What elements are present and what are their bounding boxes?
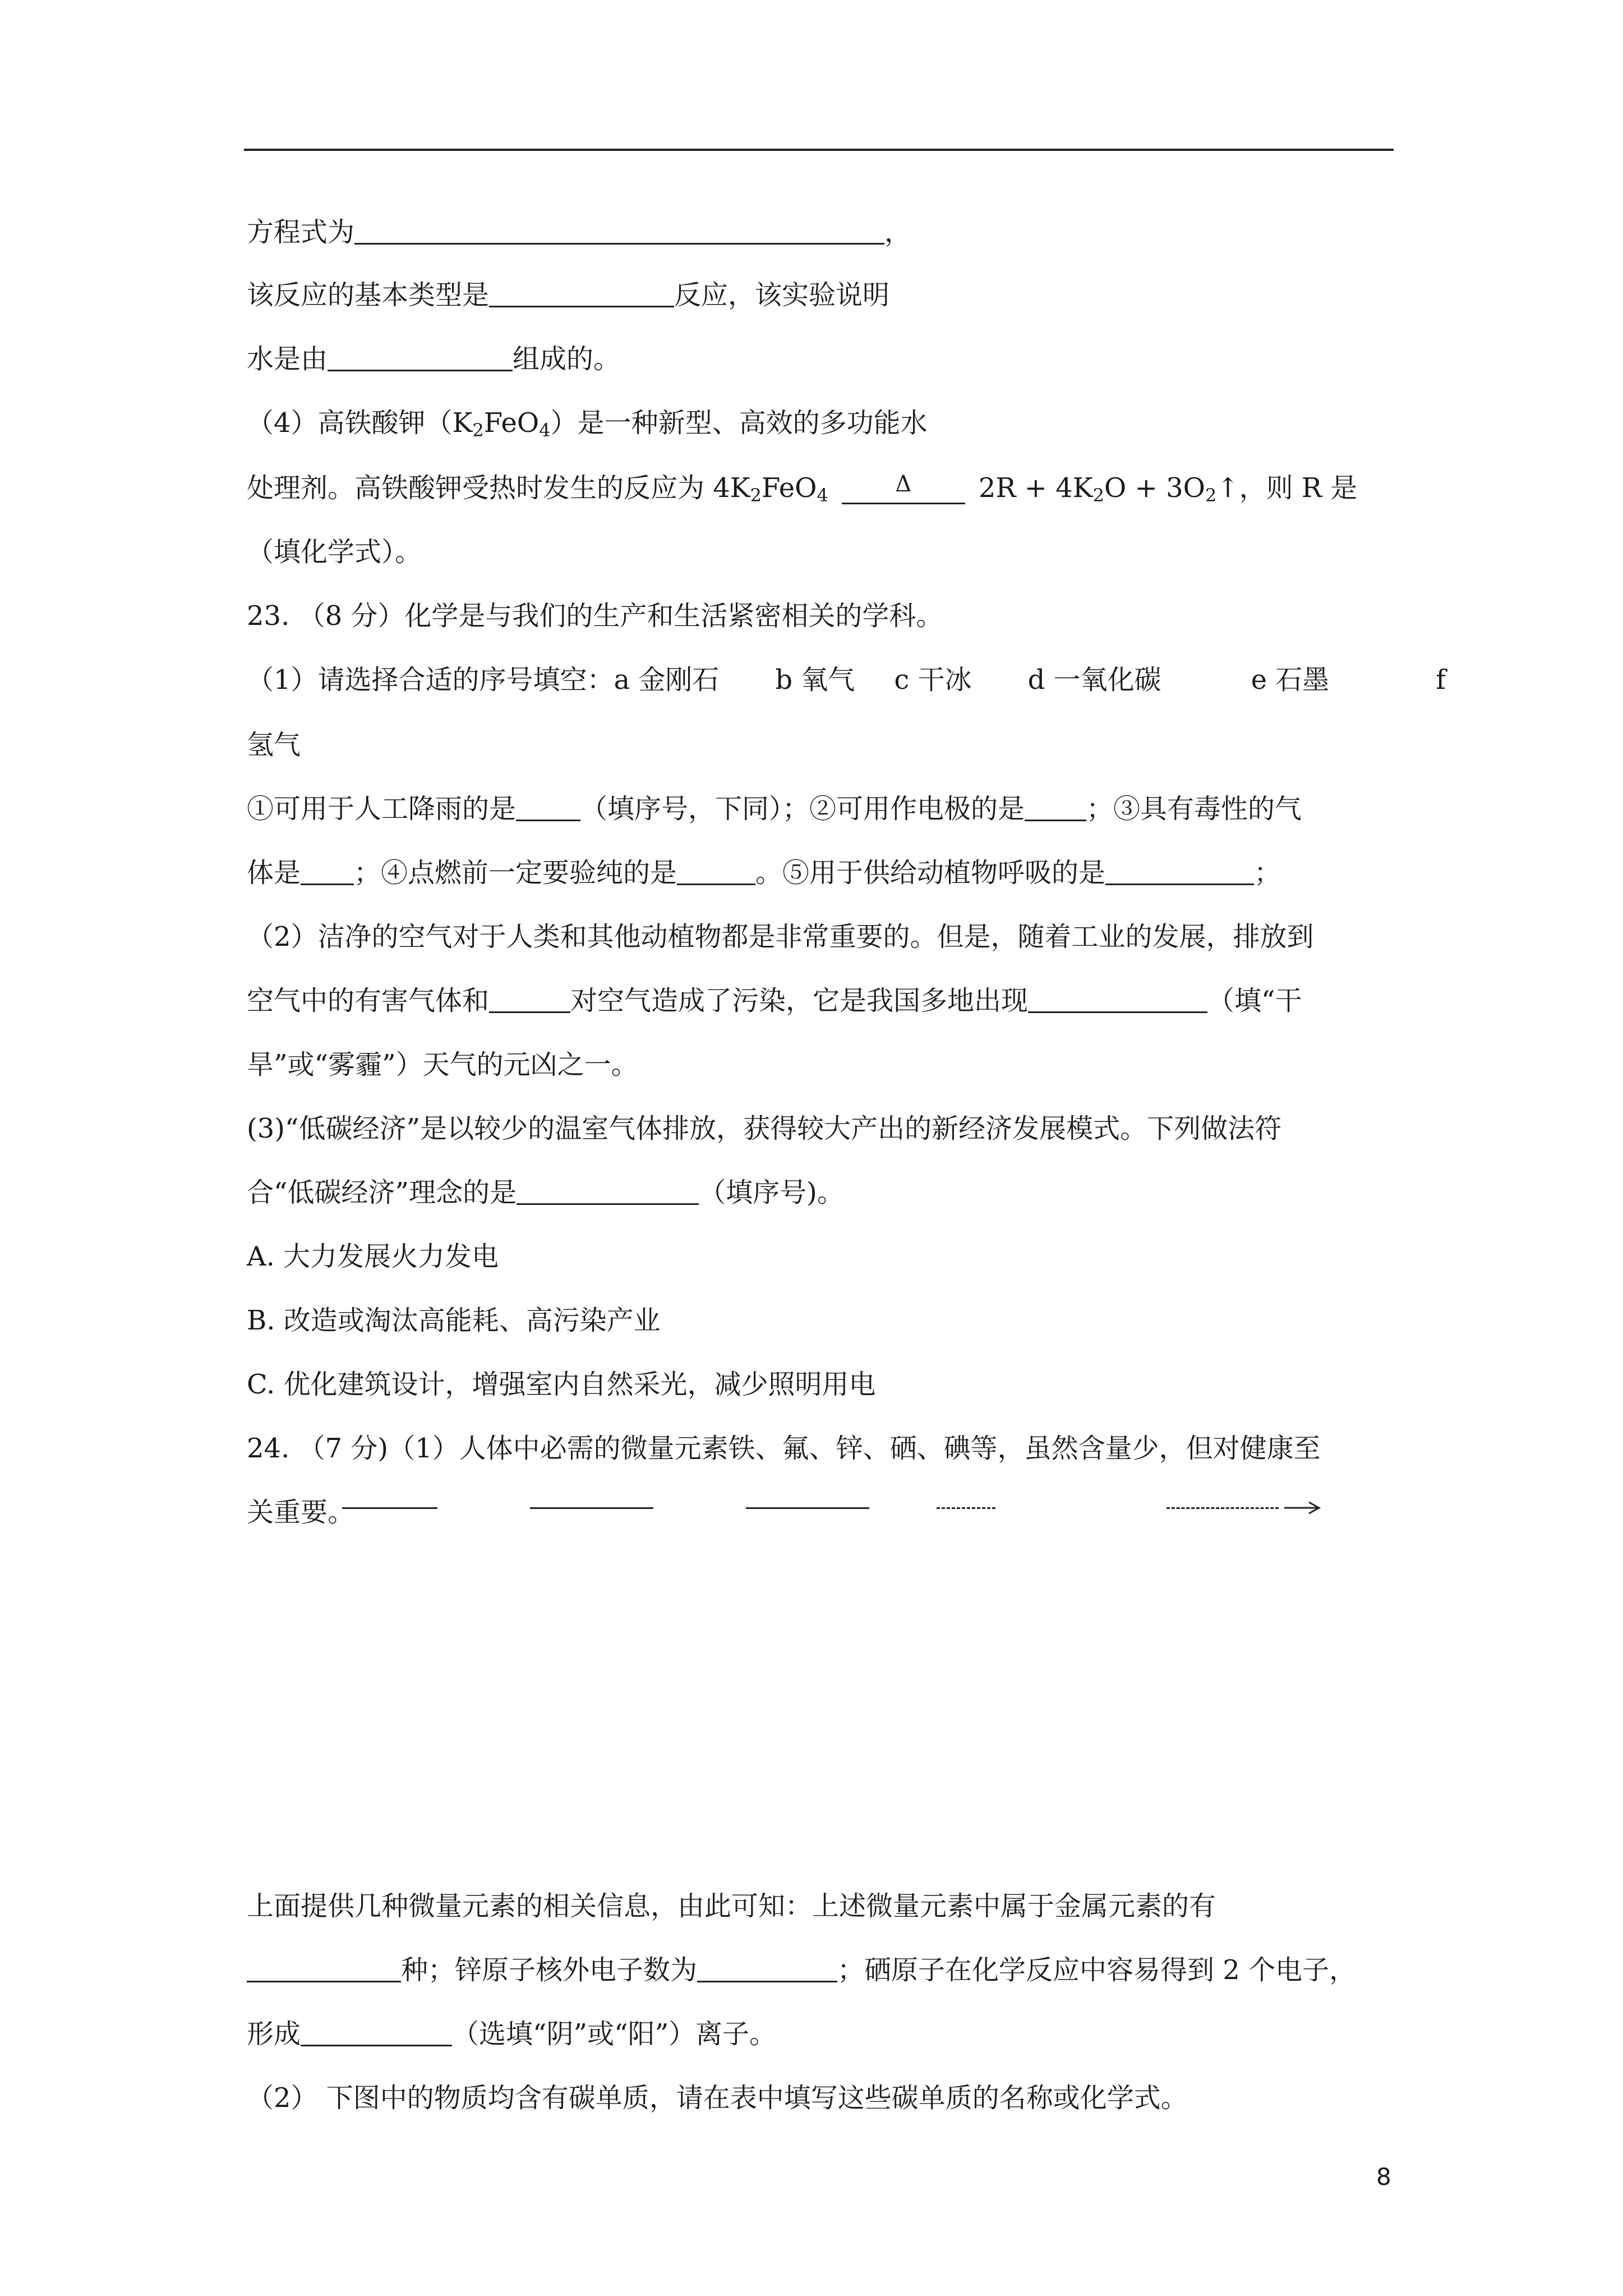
equation-line: 方程式为 ， xyxy=(247,217,912,248)
answer-blank[interactable] xyxy=(328,344,513,371)
figure-line-fragment xyxy=(530,1507,653,1509)
arrow-icon xyxy=(1284,1500,1324,1516)
page-number: 8 xyxy=(1376,2163,1391,2191)
air-pollution-line-2: 空气中的有害气体和 对空气造成了污染，它是我国多地出现 （填“干 xyxy=(247,985,1302,1016)
reaction-type-line: 该反应的基本类型是 反应，该实验说明 xyxy=(247,279,890,311)
reaction-equation-line: 处理剂。高铁酸钾受热时发生的反应为 $4K_2FeO_4$ $^\Delta$ $2R + 4K_2O$ + $3O_2↑$，则 R 是 xyxy=(247,470,1357,508)
subquestions-line-1: ①可用于人工降雨的是 （填序号，下同）；②可用作电极的是 ；③具有毒性的气 xyxy=(247,793,1302,825)
carbon-substances-line: （2） 下图中的物质均含有碳单质，请在表中填写这些碳单质的名称或化学式。 xyxy=(247,2082,1188,2114)
elements-info-line: 上面提供几种微量元素的相关信息，由此可知：上述微量元素中属于金属元素的有 xyxy=(247,1890,1216,1922)
heating-condition-arrow: Δ xyxy=(842,470,965,508)
answer-blank[interactable] xyxy=(516,794,580,821)
ion-type-line: 形成 （选填“阴”或“阳”）离子。 xyxy=(247,2018,777,2050)
choice-a: A. 大力发展火力发电 xyxy=(247,1241,499,1272)
answer-blank[interactable] xyxy=(677,858,755,885)
question-4-line: （4）高铁酸钾$(K_2FeO_4)$是一种新型、高效的多功能水 xyxy=(247,407,928,441)
water-composition-line: 水是由 组成的。 xyxy=(247,343,621,375)
electron-count-line: 种；锌原子核外电子数为 ；硒原子在化学反应中容易得到 2 个电子， xyxy=(247,1952,1356,1988)
option-f-line: 氢气 xyxy=(247,729,301,761)
question-24-heading: 24. （7 分)（1）人体中必需的微量元素铁、氟、锌、硒、碘等，虽然含量少，但对健康至 xyxy=(247,1433,1321,1464)
answer-blank[interactable] xyxy=(517,1177,699,1205)
question-23-heading: 23. （8 分）化学是与我们的生产和生活紧密相关的学科。 xyxy=(247,600,943,632)
answer-blank[interactable] xyxy=(489,280,674,307)
importance-line: 关重要。 xyxy=(247,1497,355,1528)
air-pollution-line-3: 旱”或“雾霾”）天气的元凶之一。 xyxy=(247,1049,638,1080)
answer-blank[interactable] xyxy=(1025,794,1086,821)
subquestions-line-2: 体是 ；④点燃前一定要验纯的是 。⑤用于供给动植物呼吸的是 ； xyxy=(247,857,1281,889)
fill-formula-line: （填化学式）。 xyxy=(247,536,422,568)
answer-blank[interactable] xyxy=(489,986,570,1013)
figure-line-fragment xyxy=(1166,1507,1279,1509)
choice-b: B. 改造或淘汰高能耗、高污染产业 xyxy=(247,1305,661,1336)
answer-blank[interactable] xyxy=(301,858,354,885)
figure-line-fragment xyxy=(937,1507,995,1509)
low-carbon-line-2: 合“低碳经济”理念的是 （填序号)。 xyxy=(247,1177,844,1208)
answer-blank[interactable] xyxy=(697,1955,837,1982)
header-rule xyxy=(244,149,1394,151)
answer-blank[interactable] xyxy=(247,1955,401,1982)
figure-line-fragment xyxy=(746,1507,869,1509)
low-carbon-line-1: (3)“低碳经济”是以较少的温室气体排放，获得较大产出的新经济发展模式。下列做法符 xyxy=(247,1113,1282,1144)
answer-blank[interactable] xyxy=(301,2019,452,2046)
air-pollution-line-1: （2）洁净的空气对于人类和其他动植物都是非常重要的。但是，随着工业的发展，排放到 xyxy=(247,921,1314,953)
choice-c: C. 优化建筑设计，增强室内自然采光，减少照明用电 xyxy=(247,1369,876,1400)
answer-blank[interactable] xyxy=(1028,986,1207,1013)
figure-line-fragment xyxy=(342,1507,437,1509)
answer-blank[interactable] xyxy=(354,217,884,245)
answer-blank[interactable] xyxy=(1105,858,1254,885)
options-line: （1）请选择合适的序号填空：a 金刚石 b 氧气 c 干冰 d 一氧化碳 e 石墨 f xyxy=(247,664,1446,696)
